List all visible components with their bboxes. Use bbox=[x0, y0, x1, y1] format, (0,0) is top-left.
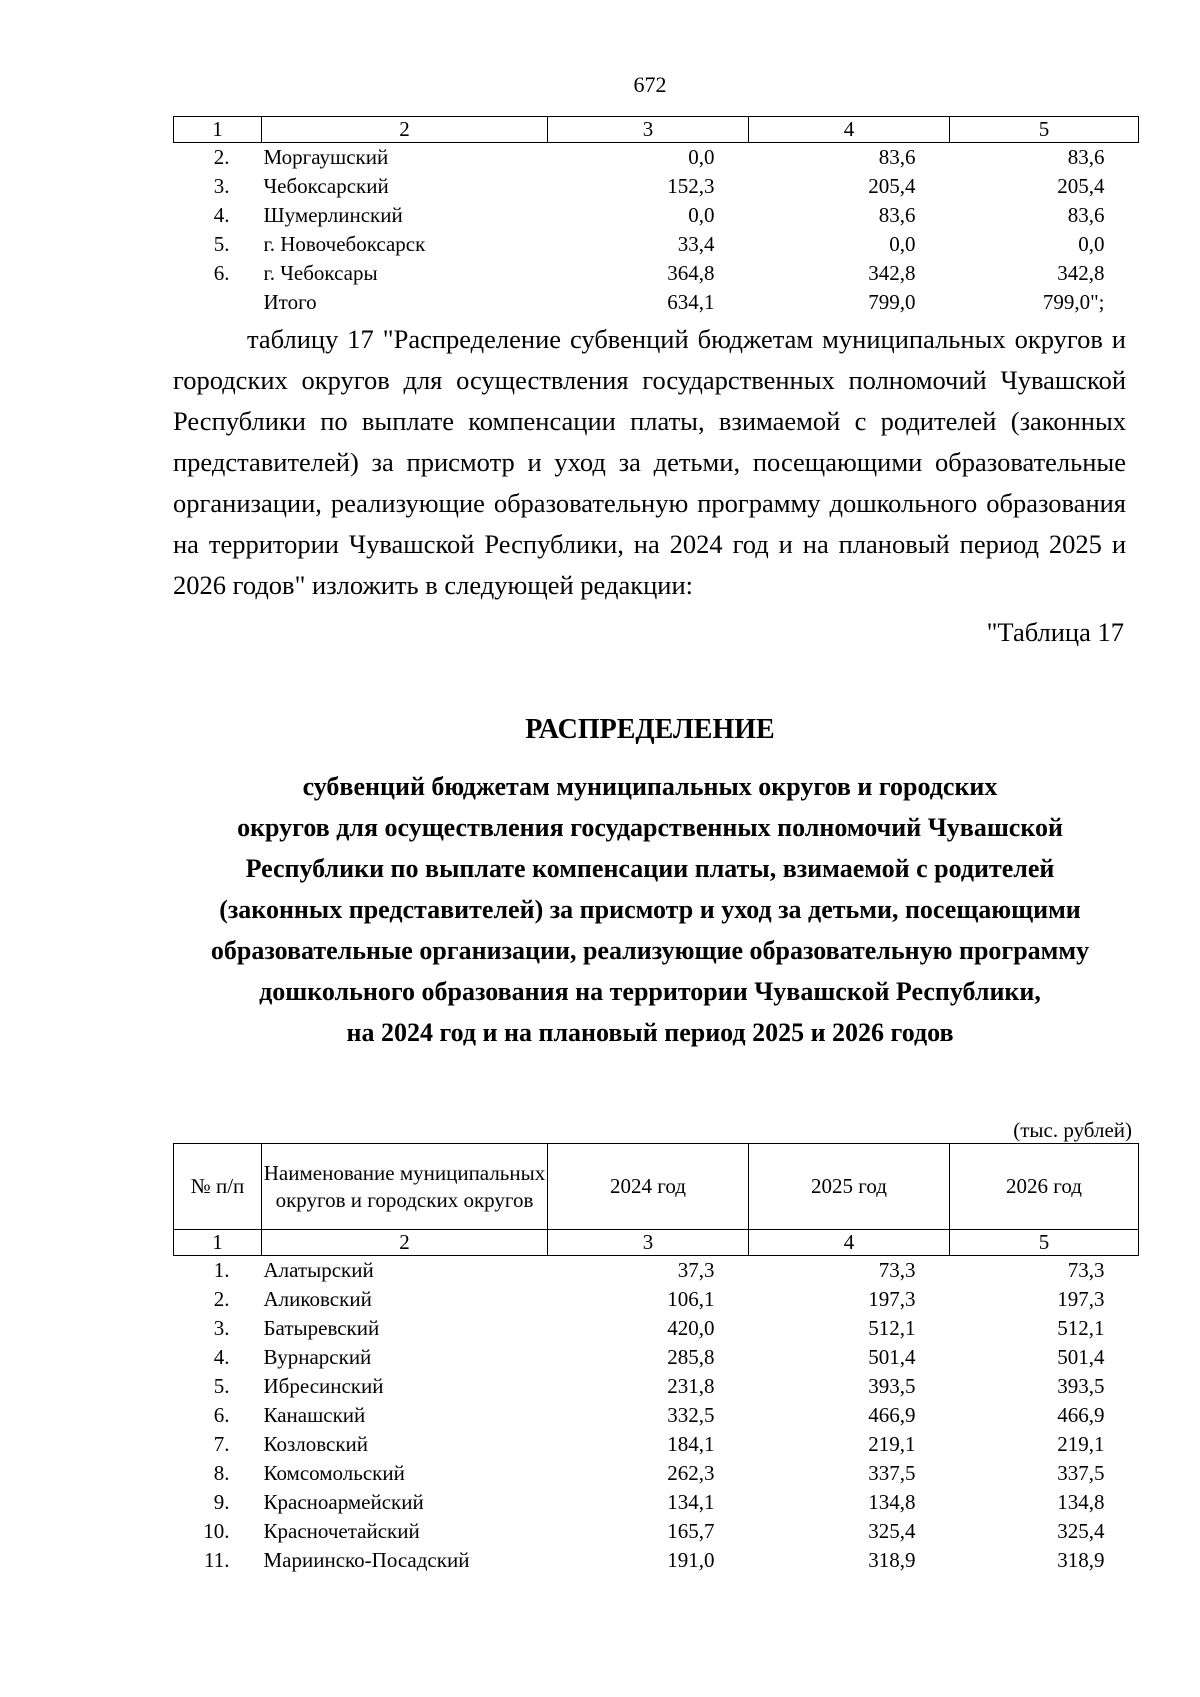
table-row bbox=[174, 259, 1139, 288]
value-col-3: 0,0 bbox=[688, 203, 715, 227]
heading-line: на 2024 год и на плановый период 2025 и 2026 годов bbox=[346, 1018, 954, 1047]
table-label: "Таблица 17 bbox=[986, 617, 1124, 647]
value-col-4: 318,9 bbox=[868, 1548, 916, 1572]
header-number: № п/п bbox=[174, 1144, 262, 1230]
column-number: 5 bbox=[950, 117, 1139, 143]
main-table-column-numbers bbox=[174, 1230, 1139, 1256]
row-number: 6. bbox=[213, 261, 230, 285]
column-number: 1 bbox=[174, 1230, 262, 1256]
top-table-column-numbers bbox=[174, 117, 1139, 143]
row-number bbox=[174, 288, 262, 317]
amendment-text: таблицу 17 "Распределение субвенций бюджетам муниципальных округов и городских округов для осуществления государственных полномочий Чувашской Республики по выплате компенсации платы, взимаемой с родителей (законных представителей) за присмотр и уход за детьми, посещающими образовательные организации, реализующие образовательную программу дошкольного образования на территории Чувашской Республики, на 2024 год и на плановый период 2025 и 2026 годов" изложить в следующей редакции: bbox=[173, 324, 1126, 600]
row-number: 9. bbox=[213, 1490, 230, 1514]
column-number: 5 bbox=[950, 1230, 1139, 1256]
table-row bbox=[174, 201, 1139, 230]
table-row bbox=[174, 1517, 1139, 1546]
district-name: г. Чебоксары bbox=[263, 261, 378, 285]
row-number: 4. bbox=[213, 1345, 230, 1369]
main-table bbox=[173, 1143, 1139, 1575]
table-row bbox=[174, 143, 1139, 173]
header-name: Наименование муниципальных округов и городских округов bbox=[262, 1144, 548, 1230]
column-number: 4 bbox=[749, 117, 950, 143]
table-row bbox=[174, 288, 1139, 317]
value-col-3: 33,4 bbox=[677, 232, 715, 256]
value-col-3: 420,0 bbox=[667, 1316, 715, 1340]
table-row bbox=[174, 1459, 1139, 1488]
district-name: Чебоксарский bbox=[263, 174, 389, 198]
value-col-4: 799,0 bbox=[868, 290, 916, 314]
value-col-3: 37,3 bbox=[677, 1258, 715, 1282]
heading-line: дошкольного образования на территории Чувашской Республики, bbox=[259, 977, 1041, 1006]
district-name: Мариинско-Посадский bbox=[263, 1548, 470, 1572]
value-col-5: 466,9 bbox=[1057, 1403, 1105, 1427]
row-number: 6. bbox=[213, 1403, 230, 1427]
value-col-5: 325,4 bbox=[1057, 1519, 1105, 1543]
district-name: Комсомольский bbox=[263, 1461, 405, 1485]
row-number: 8. bbox=[213, 1461, 230, 1485]
value-col-5: 393,5 bbox=[1057, 1374, 1105, 1398]
value-col-3: 191,0 bbox=[667, 1548, 715, 1572]
value-col-4: 501,4 bbox=[868, 1345, 916, 1369]
column-number: 3 bbox=[548, 117, 749, 143]
value-col-3: 634,1 bbox=[667, 290, 715, 314]
column-number: 1 bbox=[174, 117, 262, 143]
table-row bbox=[174, 1256, 1139, 1286]
row-number: 2. bbox=[213, 1287, 230, 1311]
district-name: Козловский bbox=[263, 1432, 369, 1456]
value-col-5: 799,0"; bbox=[1042, 290, 1105, 314]
table-row bbox=[174, 1285, 1139, 1314]
top-table bbox=[173, 116, 1139, 317]
district-name: г. Новочебоксарск bbox=[263, 232, 426, 256]
value-col-5: 83,6 bbox=[1067, 203, 1105, 227]
district-name: Батыревский bbox=[263, 1316, 380, 1340]
table-row bbox=[174, 1401, 1139, 1430]
value-col-5: 219,1 bbox=[1057, 1432, 1105, 1456]
main-table-header bbox=[174, 1144, 1139, 1230]
row-number: 2. bbox=[213, 145, 230, 169]
row-number: 7. bbox=[213, 1432, 230, 1456]
value-col-4: 337,5 bbox=[868, 1461, 916, 1485]
district-name: Вурнарский bbox=[263, 1345, 372, 1369]
value-col-5: 134,8 bbox=[1057, 1490, 1105, 1514]
table-row bbox=[174, 1314, 1139, 1343]
value-col-4: 325,4 bbox=[868, 1519, 916, 1543]
district-name: Ибресинский bbox=[263, 1374, 384, 1398]
heading-line: (законных представителей) за присмотр и уход за детьми, посещающими bbox=[219, 895, 1081, 924]
value-col-4: 197,3 bbox=[868, 1287, 916, 1311]
table-row bbox=[174, 1372, 1139, 1401]
heading-line: образовательные организации, реализующие образовательную программу bbox=[210, 936, 1090, 965]
value-col-3: 332,5 bbox=[667, 1403, 715, 1427]
row-number: 4. bbox=[213, 203, 230, 227]
value-col-5: 342,8 bbox=[1057, 261, 1105, 285]
table-row bbox=[174, 1343, 1139, 1372]
row-number: 1. bbox=[213, 1258, 230, 1282]
value-col-3: 364,8 bbox=[667, 261, 715, 285]
value-col-3: 262,3 bbox=[667, 1461, 715, 1485]
heading-title: РАСПРЕДЕЛЕНИЕ bbox=[525, 714, 775, 745]
header-2025: 2025 год bbox=[749, 1144, 950, 1230]
district-name: Красночетайский bbox=[263, 1519, 420, 1543]
value-col-5: 501,4 bbox=[1057, 1345, 1105, 1369]
column-number: 2 bbox=[262, 117, 548, 143]
column-number: 3 bbox=[548, 1230, 749, 1256]
value-col-4: 219,1 bbox=[868, 1432, 916, 1456]
units-label: (тыс. рублей) bbox=[1013, 1118, 1132, 1142]
district-name: Канашский bbox=[263, 1403, 366, 1427]
heading-line: округов для осуществления государственных полномочий Чувашской bbox=[237, 813, 1063, 842]
row-number: 5. bbox=[213, 1374, 230, 1398]
value-col-4: 393,5 bbox=[868, 1374, 916, 1398]
district-name: Аликовский bbox=[263, 1287, 372, 1311]
value-col-3: 165,7 bbox=[667, 1519, 715, 1543]
header-2026: 2026 год bbox=[950, 1144, 1139, 1230]
table-row bbox=[174, 1546, 1139, 1575]
value-col-5: 205,4 bbox=[1057, 174, 1105, 198]
row-number: 3. bbox=[213, 1316, 230, 1340]
value-col-3: 152,3 bbox=[667, 174, 715, 198]
value-col-4: 73,3 bbox=[878, 1258, 916, 1282]
table-row bbox=[174, 1430, 1139, 1459]
page-number: 672 bbox=[633, 72, 667, 97]
value-col-3: 231,8 bbox=[667, 1374, 715, 1398]
amendment-paragraph bbox=[173, 319, 1126, 606]
value-col-5: 73,3 bbox=[1067, 1258, 1105, 1282]
value-col-3: 0,0 bbox=[688, 145, 715, 169]
value-col-4: 83,6 bbox=[878, 203, 916, 227]
header-2024: 2024 год bbox=[548, 1144, 749, 1230]
table-row bbox=[174, 172, 1139, 201]
value-col-5: 0,0 bbox=[1078, 232, 1105, 256]
row-number: 10. bbox=[203, 1519, 230, 1543]
value-col-5: 512,1 bbox=[1057, 1316, 1105, 1340]
value-col-5: 337,5 bbox=[1057, 1461, 1105, 1485]
table-row bbox=[174, 230, 1139, 259]
value-col-3: 134,1 bbox=[667, 1490, 715, 1514]
heading-line: субвенций бюджетам муниципальных округов и городских bbox=[302, 772, 998, 801]
heading-line: Республики по выплате компенсации платы, взимаемой с родителей bbox=[245, 854, 1055, 883]
document-heading bbox=[160, 710, 1140, 1053]
row-number: 5. bbox=[213, 232, 230, 256]
table-row bbox=[174, 1488, 1139, 1517]
district-name: Итого bbox=[263, 290, 317, 314]
value-col-3: 285,8 bbox=[667, 1345, 715, 1369]
value-col-4: 342,8 bbox=[868, 261, 916, 285]
value-col-4: 466,9 bbox=[868, 1403, 916, 1427]
district-name: Алатырский bbox=[263, 1258, 374, 1282]
value-col-3: 184,1 bbox=[667, 1432, 715, 1456]
row-number: 3. bbox=[213, 174, 230, 198]
column-number: 4 bbox=[749, 1230, 950, 1256]
column-number: 2 bbox=[262, 1230, 548, 1256]
value-col-5: 197,3 bbox=[1057, 1287, 1105, 1311]
value-col-4: 134,8 bbox=[868, 1490, 916, 1514]
district-name: Красноармейский bbox=[263, 1490, 424, 1514]
value-col-4: 0,0 bbox=[889, 232, 916, 256]
value-col-3: 106,1 bbox=[667, 1287, 715, 1311]
value-col-5: 318,9 bbox=[1057, 1548, 1105, 1572]
value-col-5: 83,6 bbox=[1067, 145, 1105, 169]
value-col-4: 83,6 bbox=[878, 145, 916, 169]
row-number: 11. bbox=[204, 1548, 230, 1572]
value-col-4: 512,1 bbox=[868, 1316, 916, 1340]
district-name: Моргаушский bbox=[263, 145, 389, 169]
value-col-4: 205,4 bbox=[868, 174, 916, 198]
district-name: Шумерлинский bbox=[263, 203, 403, 227]
